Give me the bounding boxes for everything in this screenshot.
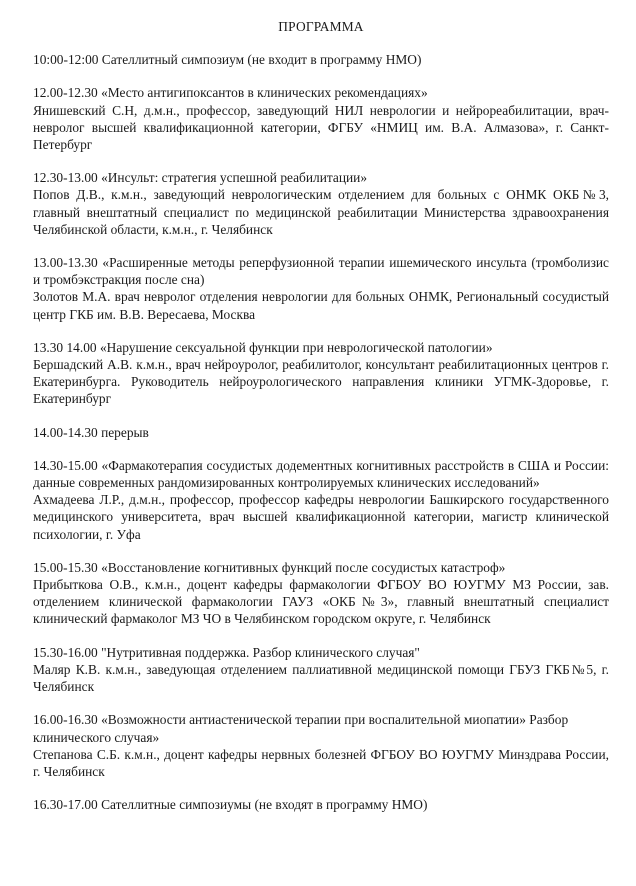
program-document xyxy=(33,18,609,829)
program-item xyxy=(33,169,609,238)
item-speaker: Маляр К.В. к.м.н., заведующая отделением паллиативной медицинской помощи ГБУЗ ГКБ№5, г. Челябинск xyxy=(33,661,609,695)
item-heading: 13.30 14.00 «Нарушение сексуальной функции при неврологической патологии» xyxy=(33,339,493,355)
program-item xyxy=(33,339,609,408)
program-item xyxy=(33,457,609,543)
item-heading: 16.00-16.30 «Возможности антиастенической терапии при воспалительной миопатии» Разбор клинического случая» xyxy=(33,712,569,745)
item-heading: 12.00-12.30 «Место антигипоксантов в клинических рекомендациях» xyxy=(33,85,428,101)
program-item xyxy=(33,559,609,628)
item-heading: 14.00-14.30 перерыв xyxy=(33,424,149,440)
item-heading: 15.00-15.30 «Восстановление когнитивных функций после сосудистых катастроф» xyxy=(33,559,506,575)
program-title: ПРОГРАММА xyxy=(278,19,364,34)
program-item xyxy=(33,51,609,68)
item-heading: 15.30-16.00 "Нутритивная поддержка. Разбор клинического случая" xyxy=(33,644,420,660)
item-speaker: Попов Д.В., к.м.н., заведующий неврологическим отделением для больных с ОНМК ОКБ№3, главный внештатный специалист по медицинской реабилитации Министерства здравоохранения Челябинской области, к.м.н., г. Челябинск xyxy=(33,187,609,237)
item-speaker: Янишевский С.Н, д.м.н., профессор, заведующий НИЛ неврологии и нейрореабилитации, врач-невролог высшей квалификационной категории, ФГБУ «НМИЦ им. В.А. Алмазова», г. Санкт-Петербург xyxy=(33,102,609,153)
program-item xyxy=(33,424,609,441)
program-item xyxy=(33,644,609,696)
item-heading: 12.30-13.00 «Инсульт: стратегия успешной реабилитации» xyxy=(33,170,368,186)
program-item xyxy=(33,796,609,813)
item-speaker: Ахмадеева Л.Р., д.м.н., профессор, профессор кафедры неврологии Башкирского государственного медицинского университета, врач высшей квалификационной категории, магистр клинической психологии, г. Уфа xyxy=(33,492,609,542)
item-heading: 13.00-13.30 «Расширенные методы реперфузионной терапии ишемического инсульта (тромболизис и тромбэкстракция после сна) xyxy=(33,255,609,288)
program-item xyxy=(33,711,609,780)
item-speaker: Степанова С.Б. к.м.н., доцент кафедры нервных болезней ФГБОУ ВО ЮУГМУ Минздрава России, г. Челябинск xyxy=(33,746,609,779)
item-speaker: Бершадский А.В. к.м.н., врач нейроуролог, реабилитолог, консультант реабилитационных центров г. Екатеринбурга. Руководитель нейроурологического направления клиники УГМК-Здоровье, г. Екатеринбург xyxy=(33,357,609,407)
item-heading: 14.30-15.00 «Фармакотерапия сосудистых додементных когнитивных расстройств в США и России: данные современных рандомизированных контролируемых клинических исследований» xyxy=(33,457,609,491)
item-heading: 10:00-12:00 Сателлитный симпозиум (не входит в программу НМО) xyxy=(33,52,422,68)
program-item xyxy=(33,254,609,323)
item-heading: 16.30-17.00 Сателлитные симпозиумы (не входят в программу НМО) xyxy=(33,797,428,813)
item-speaker: Золотов М.А. врач невролог отделения неврологии для больных ОНМК, Региональный сосудистый центр ГКБ им. В.В. Вересаева, Москва xyxy=(33,289,609,322)
program-item xyxy=(33,84,609,153)
item-speaker: Прибыткова О.В., к.м.н., доцент кафедры фармакологии ФГБОУ ВО ЮУГМУ МЗ России, зав. отделением клинической фармакологии ГАУЗ «ОКБ№3», главный внештатный специалист клинический фармаколог МЗ ЧО в Челябинском городском округе, г. Челябинск xyxy=(33,577,609,627)
